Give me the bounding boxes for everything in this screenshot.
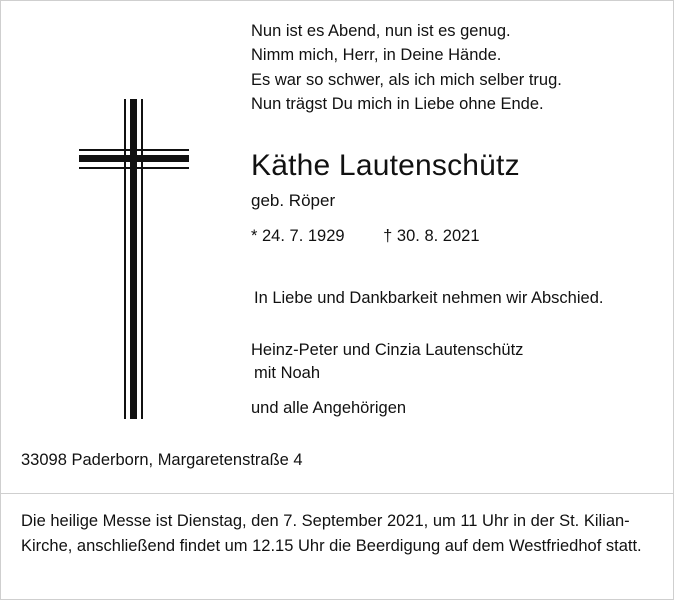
verse-line-2: Nimm mich, Herr, in Deine Hände. — [251, 46, 502, 65]
birth-date: * 24. 7. 1929 — [251, 227, 345, 245]
mourner-line-1: Heinz-Peter und Cinzia Lautenschütz — [251, 341, 524, 359]
cross-illustration-area — [1, 1, 231, 431]
mourner-line-3: und alle Angehörigen — [251, 398, 407, 417]
mourner-line-2: mit Noah — [254, 364, 321, 383]
memorial-verse — [251, 19, 661, 116]
verse-line-4: Nun trägst Du mich in Liebe ohne Ende. — [251, 94, 544, 113]
verse-line-1: Nun ist es Abend, nun ist es genug. — [251, 22, 511, 40]
maiden-name: geb. Röper — [251, 191, 336, 210]
address-line: 33098 Paderborn, Margaretenstraße 4 — [21, 451, 303, 469]
death-date: † 30. 8. 2021 — [383, 227, 480, 245]
cross-horizontal-top-line — [79, 149, 189, 151]
section-divider — [1, 493, 674, 494]
cross-horizontal-bar — [79, 155, 189, 162]
cross-icon — [79, 99, 189, 419]
cross-vertical-right-line — [141, 99, 143, 419]
mourners-list — [251, 339, 523, 420]
farewell-text: In Liebe und Dankbarkeit nehmen wir Abschied. — [254, 289, 604, 307]
life-dates — [251, 227, 480, 246]
cross-vertical-bar — [130, 99, 137, 419]
verse-line-3: Es war so schwer, als ich mich selber trug. — [251, 70, 562, 89]
cross-vertical-left-line — [124, 99, 126, 419]
funeral-service-details: Die heilige Messe ist Dienstag, den 7. September 2021, um 11 Uhr in der St. Kilian-Kirche, anschließend findet um 12.15 Uhr die Beerdigung auf dem Westfriedhof statt. — [21, 512, 642, 555]
cross-horizontal-bottom-line — [79, 167, 189, 169]
deceased-name: Käthe Lautenschütz — [251, 149, 520, 182]
